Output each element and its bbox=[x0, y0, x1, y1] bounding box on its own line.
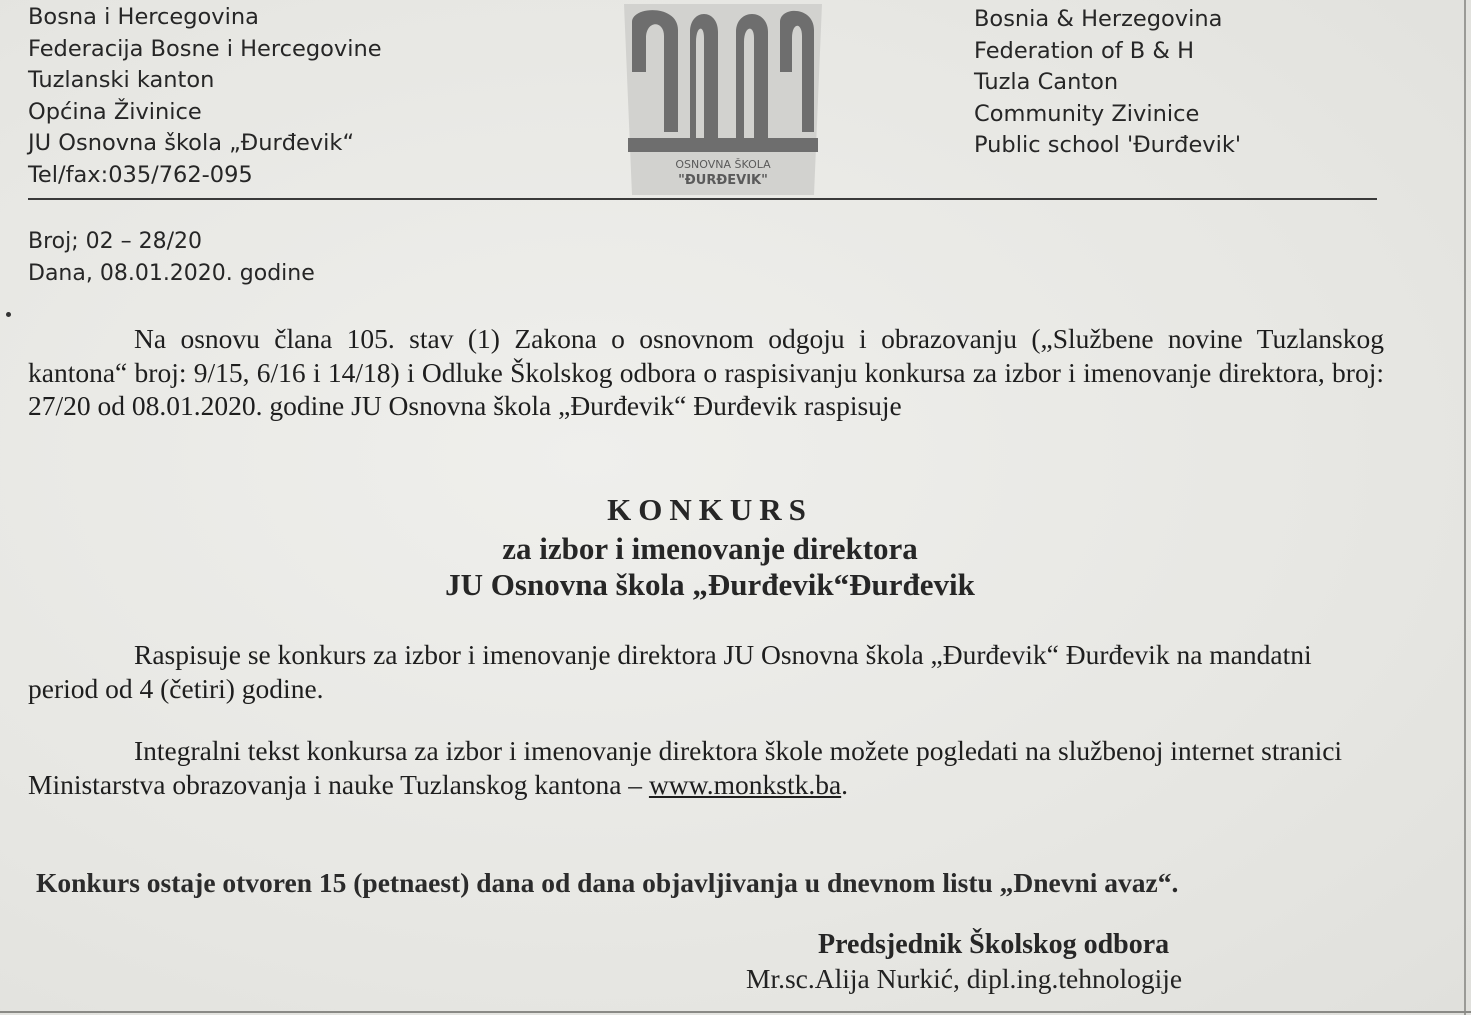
header-left-line: Tuzlanski kanton bbox=[28, 67, 215, 94]
page-edge-bottom bbox=[0, 1011, 1471, 1013]
logo-caption-top: OSNOVNA ŠKOLA bbox=[675, 158, 771, 171]
reference-date: Dana, 08.01.2020. godine bbox=[28, 260, 315, 286]
school-logo-icon bbox=[618, 2, 828, 195]
header-divider bbox=[28, 198, 1377, 200]
header-left-line: Federacija Bosne i Hercegovine bbox=[28, 35, 382, 62]
header-right-line: Community Zivinice bbox=[974, 100, 1200, 127]
scan-speck bbox=[6, 312, 11, 317]
integral-text: Integralni tekst konkursa za izbor i imenovanje direktora škole možete pogledati na službenoj internet stranici Ministarstva obrazovanja i nauke Tuzlanskog kantona – bbox=[28, 735, 1343, 800]
header-left-line: Tel/fax:035/762-095 bbox=[28, 161, 253, 188]
logo-caption-bottom: "ĐURĐEVIK" bbox=[678, 173, 768, 188]
header-left-line: Općina Živinice bbox=[28, 98, 202, 125]
deadline-note: Konkurs ostaje otvoren 15 (petnaest) dana od dana objavljivanja u dnevnom listu „Dnevni avaz“. bbox=[36, 867, 1179, 898]
signature-name: Mr.sc.Alija Nurkić, dipl.ing.tehnologije bbox=[746, 963, 1183, 994]
page-edge-right bbox=[1464, 0, 1466, 1015]
title-subtitle: za izbor i imenovanje direktora bbox=[502, 531, 918, 566]
header-left-line: Bosna i Hercegovina bbox=[28, 4, 259, 30]
integral-text-paragraph bbox=[28, 734, 1358, 801]
reference-block bbox=[28, 226, 315, 289]
header-right-line: Bosnia & Herzegovina bbox=[974, 6, 1223, 32]
header-right-line: Public school 'Đurđevik' bbox=[974, 132, 1242, 159]
header-right-line: Tuzla Canton bbox=[974, 69, 1119, 96]
website-link[interactable]: www.monkstk.ba bbox=[648, 768, 842, 800]
header-right bbox=[974, 4, 1241, 162]
header-right-line: Federation of B & H bbox=[974, 37, 1195, 64]
title-konkurs: KONKURS bbox=[607, 492, 813, 527]
integral-text-end: . bbox=[841, 768, 849, 800]
title-school: JU Osnovna škola „Đurđevik“Đurđevik bbox=[445, 567, 975, 602]
intro-paragraph: Na osnovu člana 105. stav (1) Zakona o osnovnom odgoju i obrazovanju („Službene novine Tuzlanskog kantona“ broj: 9/15, 6/16 i 14/18) i Odluke Školskog odbora o raspisivanju konkursa za izbor i imenovanje direktora, broj: 27/20 od 08.01.2020. godine JU Osnovna škola „Đurđevik“ Đurđevik raspisuje bbox=[28, 323, 1384, 421]
announcement-paragraph: Raspisuje se konkurs za izbor i imenovanje direktora JU Osnovna škola „Đurđevik“ Đurđevik na mandatni period od 4 (četiri) godine. bbox=[28, 639, 1312, 704]
header-left-line: JU Osnovna škola „Đurđevik“ bbox=[28, 130, 355, 157]
signature-role: Predsjednik Školskog odbora bbox=[818, 929, 1170, 960]
reference-number: Broj; 02 – 28/20 bbox=[28, 229, 203, 254]
header-left bbox=[28, 2, 382, 192]
